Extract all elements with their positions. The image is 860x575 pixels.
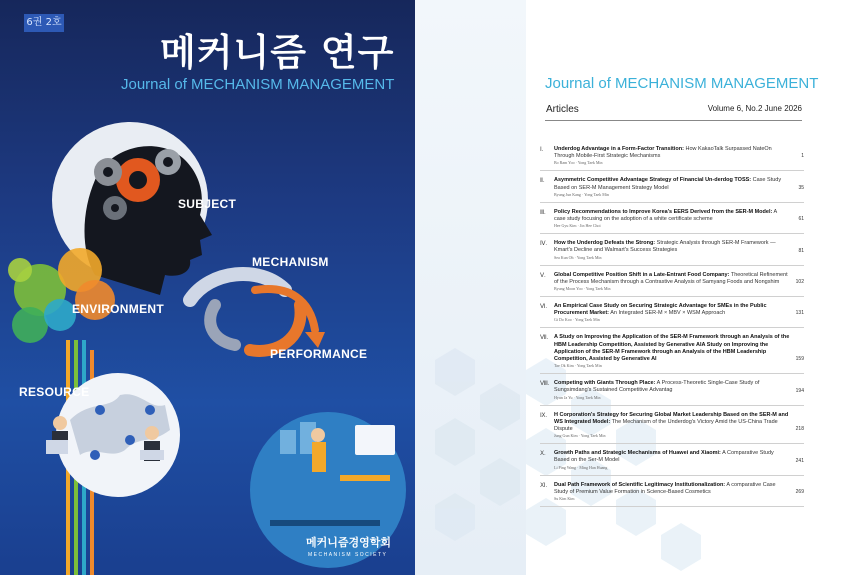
entry-title-rest: Strategic Analysis through SER-M Framework — Kmart's Decline and Walmart's Success Strategies xyxy=(554,240,776,254)
entry-page-number: 218 xyxy=(795,426,804,433)
entry-number: Ⅹ. xyxy=(540,451,546,458)
toc-journal-prefix: Journal of xyxy=(545,75,611,92)
society-name-english: MECHANISM SOCIETY xyxy=(308,552,388,558)
entry-page-number: 269 xyxy=(795,489,804,496)
toc-entry[interactable] xyxy=(540,240,804,265)
person-laptop-icon xyxy=(46,416,68,454)
entry-page-number: 194 xyxy=(795,387,804,394)
entry-title-rest: A comparative Case Study of Premium Value Formation in Science-Based Cosmetics xyxy=(554,481,776,495)
entry-title xyxy=(554,334,804,363)
entry-authors: Hee Gyu Kim · Jin Hee Choi xyxy=(554,223,601,229)
entry-title-rest: A case study focusing on the adoption of a white certificate scheme xyxy=(554,208,777,223)
entry-page-number: 81 xyxy=(798,247,804,254)
entry-title-rest: A Process-Theoretic Single-Case Study of Sungsimdang's Sustained Competitive Advantag xyxy=(554,380,760,394)
entry-title xyxy=(554,272,804,286)
entry-title xyxy=(554,482,804,496)
cover-title-prefix: Journal of xyxy=(121,76,187,93)
section-heading: Articles xyxy=(546,104,579,115)
toc-entry[interactable] xyxy=(540,482,804,507)
entry-title-rest: An Integrated SER-M × MBV × WSM Approach xyxy=(609,310,726,317)
toc-entry[interactable] xyxy=(540,450,804,475)
label-mechanism: MECHANISM xyxy=(252,255,329,269)
cover-title-korean: 메커니즘 연구 xyxy=(160,31,395,74)
entry-title-bold: Global Competitive Position Shift in a Late-Entrant Food Company: xyxy=(554,271,730,278)
entry-authors: Hyun Ja Yu · Yong Taek Min xyxy=(554,394,601,400)
entry-page-number: 35 xyxy=(798,184,804,191)
entry-number: Ⅴ. xyxy=(540,272,546,279)
entry-title-bold: Dual Path Framework of Scientific Legitimacy Institutionalization: xyxy=(554,481,726,488)
toc-entry[interactable] xyxy=(540,303,804,328)
journal-cover xyxy=(0,0,415,575)
entry-number: Ⅳ. xyxy=(540,241,548,248)
entry-number: Ⅱ. xyxy=(540,178,545,185)
toc-entry[interactable] xyxy=(540,334,804,374)
toc-journal-title xyxy=(545,75,818,92)
toc-entry[interactable] xyxy=(540,209,804,234)
entry-number: Ⅵ. xyxy=(540,304,548,311)
entry-authors: Su Kim Kim xyxy=(554,496,575,502)
entry-title-bold: Growth Paths and Strategic Mechanisms of Huawei and Xiaomi: xyxy=(554,450,721,457)
entry-number: Ⅲ. xyxy=(540,209,546,216)
entry-title xyxy=(554,209,804,223)
divider xyxy=(545,120,802,121)
entry-title-rest: A Comparative Study Based on the Ser-M Model xyxy=(554,450,774,464)
entry-number: Ⅷ. xyxy=(540,381,550,388)
label-resource: RESOURCE xyxy=(19,385,90,399)
entry-authors: Gi Do Koo · Yong Taek Min xyxy=(554,317,600,323)
entry-authors: Bo Ram Yoo · Yong Taek Min xyxy=(554,160,603,166)
toc-entry[interactable] xyxy=(540,272,804,297)
entry-authors: Tae Ok Kim · Yong Taek Min xyxy=(554,363,602,369)
cover-title-main: MECHANISM MANAGEMENT xyxy=(191,76,395,93)
toc-journal-main: MECHANISM MANAGEMENT xyxy=(615,75,819,92)
entry-title-bold: Policy Recommendations to Improve Korea's EERS Derived from the SER-M Model: xyxy=(554,208,773,215)
entry-authors: Jung Gun Kim · Yong Taek Min xyxy=(554,433,606,439)
entry-page-number: 241 xyxy=(795,457,804,464)
entry-authors: Byung Moon Yoo · Yong Taek Min xyxy=(554,286,611,292)
label-performance: PERFORMANCE xyxy=(270,347,368,361)
entry-page-number: 159 xyxy=(795,356,804,363)
entry-title-bold: Competing with Giants Through Place: xyxy=(554,380,656,387)
entry-number: Ⅺ. xyxy=(540,482,548,489)
entry-title-bold: H Corporation's Strategy for Securing Global Market Leadership Based on the SER-M and WS Integrated Model: xyxy=(554,411,789,425)
entry-authors: Li Ping Wang · Ming Han Huang xyxy=(554,464,608,470)
cover-illustration xyxy=(0,100,415,575)
society-name-korean: 메커니즘경영학회 xyxy=(306,536,392,549)
gap-hexagon-pattern xyxy=(415,0,526,575)
entry-title xyxy=(554,146,804,160)
entry-title-bold: An Empirical Case Study on Securing Strategic Advantage for SMEs in the Public Procurement Market: xyxy=(554,303,767,317)
entry-title-rest: The Mechanism of the Underdog's Victory Amid the US-China Trade Dispute xyxy=(554,418,778,433)
entry-title xyxy=(554,450,804,464)
entry-number: Ⅰ. xyxy=(540,147,544,153)
entry-title xyxy=(554,177,804,191)
table-of-contents-page xyxy=(526,0,860,575)
label-subject: SUBJECT xyxy=(178,197,237,211)
entry-title-rest: Theoretical Refinement of the Process Mechanism through a Contrastive Analysis of Samyang Foods and Nongshim xyxy=(554,271,788,285)
entry-title xyxy=(554,380,804,394)
entry-title-bold: Underdog Advantage in a Form-Factor Transition: xyxy=(554,146,684,152)
entry-authors: Sea Kun Oh · Yong Taek Min xyxy=(554,254,602,260)
entry-page-number: 61 xyxy=(798,216,804,223)
entry-number: Ⅸ. xyxy=(540,412,548,419)
entry-title xyxy=(554,240,804,254)
entry-title-rest: Case Study Based on SER-M Management Strategy Model xyxy=(554,177,782,191)
toc-entry[interactable] xyxy=(540,146,804,171)
entry-authors: Byung Jun Kang · Yong Taek Min xyxy=(554,191,609,197)
volume-badge: 6권 2호 xyxy=(24,14,64,32)
entry-title-rest: How KakaoTalk Surpassed NateOn Through Mobile-First Strategic Mechanisms xyxy=(554,146,772,160)
entry-page-number: 131 xyxy=(795,310,804,317)
toc-entry[interactable] xyxy=(540,380,804,405)
entry-page-number: 1 xyxy=(801,153,804,160)
entry-title-bold: A Study on Improving the Application of the SER-M Framework through an Analysis of the HBM Leadership Competition, Assisted by Generative AIA Study on Improving the Application of the SER-M Framework through an Analysis of the HBM Leadership Competition, Assisted by Generative AI xyxy=(554,334,790,363)
cover-title-english xyxy=(121,76,394,93)
entry-title-bold: How the Underdog Defeats the Strong: xyxy=(554,240,656,247)
entry-number: Ⅶ. xyxy=(540,335,549,342)
page-gap xyxy=(415,0,526,575)
entry-title-bold: Asymmetric Competitive Advantage Strategy of Financial Un-derdog TOSS: xyxy=(554,177,752,184)
entry-page-number: 102 xyxy=(795,279,804,286)
label-environment: ENVIRONMENT xyxy=(72,302,164,316)
mechanism-cycle-icon xyxy=(190,274,325,351)
toc-entry[interactable] xyxy=(540,177,804,202)
entry-title xyxy=(554,412,804,434)
toc-entry[interactable] xyxy=(540,412,804,445)
entry-title xyxy=(554,303,804,317)
article-list xyxy=(540,146,804,513)
volume-info: Volume 6, No.2 June 2026 xyxy=(707,104,802,113)
